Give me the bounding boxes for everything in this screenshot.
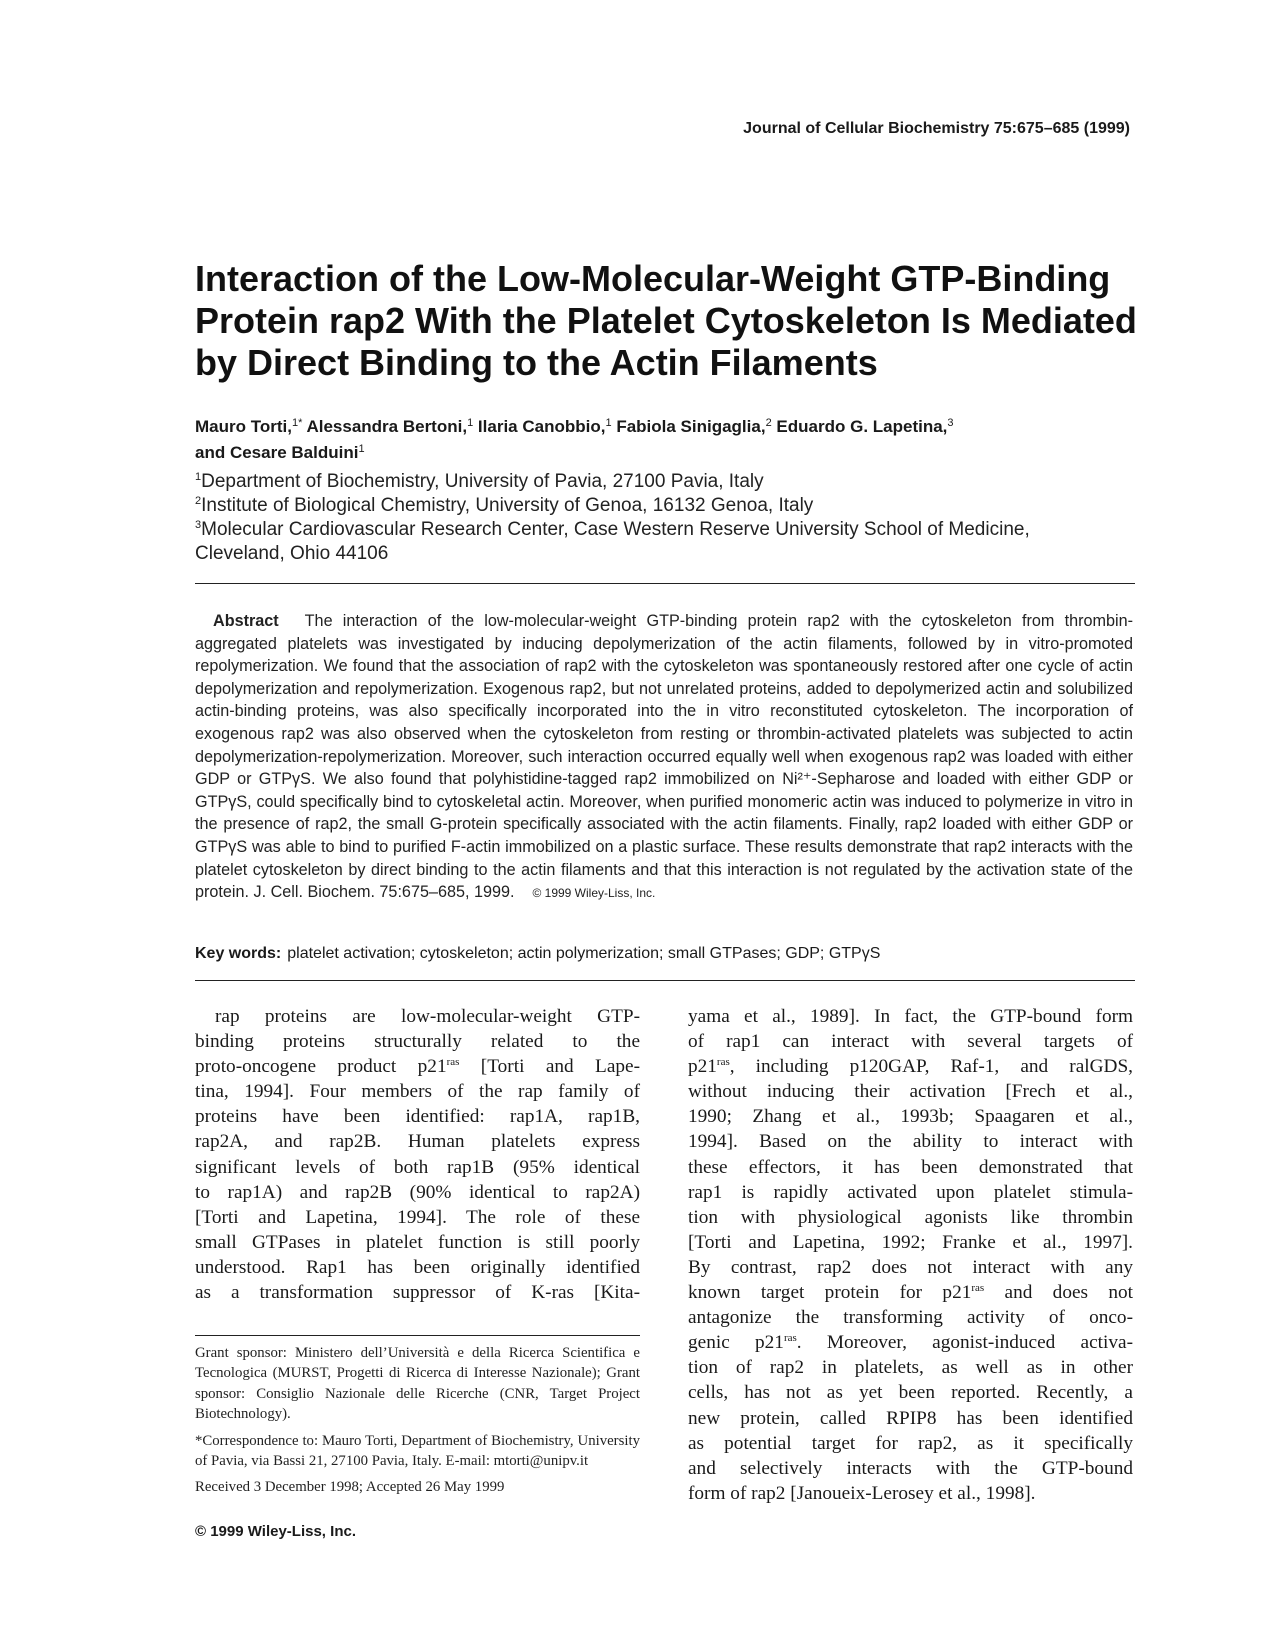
affiliation-2: $^2$Institute of Biological Chemistry, University of Genoa, 16132 Genoa, Italy — [195, 495, 814, 516]
body-line: antagonize the transforming activity of onco- — [688, 1307, 1133, 1329]
author-name: Ilaria Canobbio, — [477, 417, 606, 436]
footnotes — [195, 1343, 640, 1504]
body-line: and selectively interacts with the GTP-bound — [688, 1457, 1133, 1479]
author-name: Mauro Torti, — [195, 417, 292, 436]
body-line: proteins have been identified: rap1A, rap1B, — [195, 1106, 640, 1128]
received-footnote: Received 3 December 1998; Accepted 26 May 1999 — [195, 1479, 505, 1496]
body-line: form of rap2 [Janoueix-Lerosey et al., 1998]. — [688, 1482, 1036, 1504]
body-line: as a transformation suppressor of K-ras [Kita- — [195, 1282, 640, 1304]
bottom-copyright: © 1999 Wiley-Liss, Inc. — [195, 1523, 356, 1540]
body-line: of rap1 can interact with several targets of — [688, 1031, 1133, 1053]
affiliation-1: $^1$Department of Biochemistry, University of Pavia, 27100 Pavia, Italy — [195, 471, 764, 492]
body-line: known target protein for $p21^{ras}$ and does not — [688, 1282, 1133, 1304]
body-line: as potential target for rap2, as it specifically — [688, 1432, 1133, 1454]
affiliations — [195, 470, 1095, 566]
body-line: proto-oncogene product $p21^{ras}$ [Torti and Lape- — [195, 1056, 640, 1078]
body-line: rap2A, and rap2B. Human platelets express — [195, 1131, 640, 1153]
author-affil-mark: 2 — [765, 417, 772, 429]
title-line-3: by Direct Binding to the Actin Filaments — [195, 342, 878, 383]
body-line: to rap1A) and rap2B (90% identical to rap2A) — [195, 1181, 640, 1203]
body-column-left — [195, 1004, 640, 1305]
author-affil-mark: 1 — [605, 417, 612, 429]
body-line: these effectors, it has been demonstrated that — [688, 1156, 1133, 1178]
body-line: tion of rap2 in platelets, as well as in other — [688, 1357, 1133, 1379]
body-line: $p21^{ras}$, including p120GAP, Raf-1, and ralGDS, — [688, 1056, 1133, 1078]
body-line: without inducing their activation [Frech et al., — [688, 1081, 1133, 1103]
author-name: Fabiola Sinigaglia, — [616, 417, 766, 436]
keywords-text: platelet activation; cytoskeleton; actin polymerization; small GTPases; GDP; GTPγS — [287, 945, 881, 962]
body-line: binding proteins structurally related to the — [195, 1031, 640, 1053]
author-affil-mark: 1* — [291, 417, 303, 429]
journal-citation: Journal of Cellular Biochemistry 75:675–685 (1999) — [743, 120, 1130, 137]
body-line: 1990; Zhang et al., 1993b; Spaagaren et al., — [688, 1106, 1133, 1128]
body-line: By contrast, rap2 does not interact with any — [688, 1256, 1133, 1278]
author-affil-mark: 1 — [467, 417, 474, 429]
abstract — [195, 610, 1133, 905]
body-column-right — [688, 1004, 1133, 1506]
body-line: tion with physiological agonists like thrombin — [688, 1206, 1133, 1228]
affiliation-3: $^3$Molecular Cardiovascular Research Center, Case Western Reserve University School of Medicine, — [195, 519, 1030, 540]
body-line: new protein, called RPIP8 has been identified — [688, 1407, 1133, 1429]
abstract-copyright: © 1999 Wiley-Liss, Inc. — [532, 886, 656, 901]
keywords-label: Key words: — [195, 945, 282, 962]
title-line-1: Interaction of the Low-Molecular-Weight GTP-Binding — [195, 258, 1111, 299]
keywords-rule — [195, 980, 1135, 981]
body-line: [Torti and Lapetina, 1992; Franke et al., 1997]. — [688, 1231, 1133, 1253]
author-affil-mark: 3 — [947, 417, 954, 429]
author-list — [195, 414, 1095, 466]
paper-title — [195, 258, 1145, 384]
body-line: yama et al., 1989]. In fact, the GTP-bound form — [688, 1006, 1133, 1027]
correspondence-footnote: *Correspondence to: Mauro Torti, Department of Biochemistry, University of Pavia, via Bassi 21, 27100 Pavia, Italy. E-mail: mtorti@unipv.it — [195, 1432, 640, 1470]
title-line-2: Protein rap2 With the Platelet Cytoskeleton Is Mediated — [195, 300, 1137, 341]
abstract-text: The interaction of the low-molecular-weight GTP-binding protein rap2 with the cytoskeleton from thrombin-aggregated platelets was investigated by inducing depolymerization of the actin filaments, followed by in vitro-promoted repolymerization. We found that the association of rap2 with the cytoskeleton was spontaneously restored after one cycle of actin depolymerization and repolymerization. Exogenous rap2, but not unrelated proteins, added to depolymerized actin and solubilized actin-binding proteins, was also specifically incorporated into the in vitro reconstituted cytoskeleton. The incorporation of exogenous rap2 was also observed when the cytoskeleton from resting or thrombin-activated platelets was subjected to actin depolymerization-repolymerization. Moreover, such interaction occurred equally well when exogenous rap2 was loaded with either GDP or GTPγS. We also found that polyhistidine-tagged rap2 immobilized on Ni²⁺-Sepharose and loaded with either GDP or GTPγS, could specifically bind to cytoskeletal actin. Moreover, when purified monomeric actin was induced to polymerize in vitro in the presence of rap2, the small G-protein specifically associated with the actin filaments. Finally, rap2 loaded with either GDP or GTPγS was able to bind to purified F-actin immobilized on a plastic surface. These results demonstrate that rap2 interacts with the platelet cytoskeleton by direct binding to the actin filaments and that this interaction is not regulated by the activation state of the protein. J. Cell. Biochem. 75:675–685, 1999. — [195, 612, 1133, 902]
body-line: small GTPases in platelet function is still poorly — [195, 1231, 640, 1253]
keywords — [195, 945, 1135, 963]
author-name: Alessandra Bertoni, — [306, 417, 468, 436]
body-line: understood. Rap1 has been originally identified — [195, 1256, 640, 1278]
footnote-rule — [195, 1335, 640, 1336]
body-line: tina, 1994]. Four members of the rap family of — [195, 1081, 640, 1103]
grant-footnote: Grant sponsor: Ministero dell’Università e della Ricerca Scientifica e Tecnologica (MURST, Progetti di Ricerca di Interesse Nazionale); Grant sponsor: Consiglio Nazionale delle Ricerche (CNR, Target Project Biotechnology). — [195, 1345, 640, 1423]
author-affil-mark: 1 — [358, 443, 365, 455]
author-name: Eduardo G. Lapetina, — [776, 417, 948, 436]
affiliation-3-cont: Cleveland, Ohio 44106 — [195, 543, 389, 564]
body-line: significant levels of both rap1B (95% identical — [195, 1156, 640, 1178]
header-rule — [195, 583, 1135, 584]
body-line: rap1 is rapidly activated upon platelet stimula- — [688, 1181, 1133, 1203]
abstract-label: Abstract — [213, 612, 279, 630]
body-line: 1994]. Based on the ability to interact with — [688, 1131, 1133, 1153]
body-line: [Torti and Lapetina, 1994]. The role of these — [195, 1206, 640, 1228]
body-line: cells, has not as yet been reported. Recently, a — [688, 1382, 1133, 1404]
body-line: genic $p21^{ras}$. Moreover, agonist-induced activa- — [688, 1332, 1133, 1354]
body-line: rap proteins are low-molecular-weight GTP- — [215, 1006, 640, 1027]
author-name: and Cesare Balduini — [195, 443, 359, 462]
